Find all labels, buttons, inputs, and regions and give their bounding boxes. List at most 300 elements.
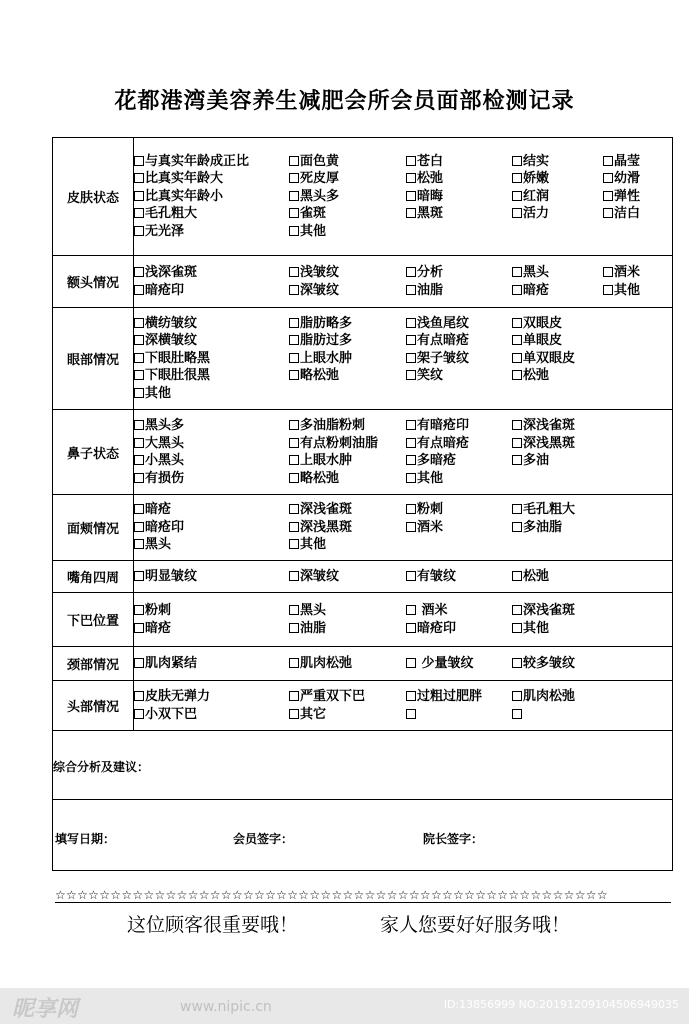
section-row [53, 593, 673, 647]
checkbox-icon[interactable] [512, 709, 522, 719]
checkbox-option[interactable] [134, 417, 289, 435]
checkbox-option[interactable] [406, 188, 512, 206]
section-row [53, 308, 673, 410]
checkbox-option[interactable] [406, 170, 512, 188]
checkbox-icon[interactable] [289, 208, 299, 218]
checkbox-icon[interactable] [406, 420, 416, 430]
checkbox-icon[interactable] [603, 173, 613, 183]
checkbox-option[interactable] [289, 282, 406, 300]
analysis-field[interactable] [53, 731, 673, 800]
option-label: 酒米 [417, 603, 448, 618]
checkbox-icon[interactable] [289, 335, 299, 345]
checkbox-icon[interactable] [289, 267, 299, 277]
checkbox-option[interactable] [512, 264, 603, 282]
checkbox-icon[interactable] [406, 658, 416, 668]
option-grid [134, 153, 672, 241]
option-label: 多油脂粉刺 [300, 418, 366, 433]
checkbox-option[interactable] [134, 350, 289, 368]
checkbox-option[interactable] [512, 452, 673, 470]
section-label: 皮肤状态 [53, 138, 134, 256]
checkbox-option[interactable] [512, 153, 603, 171]
checkbox-icon[interactable] [289, 173, 299, 183]
checkbox-option[interactable] [134, 153, 289, 171]
checkbox-icon[interactable] [134, 388, 144, 398]
option-label: 结实 [523, 153, 550, 169]
option-label: 暗疮 [145, 502, 172, 518]
checkbox-icon[interactable] [512, 571, 522, 581]
option-label: 分析 [417, 265, 444, 280]
checkbox-icon[interactable] [134, 285, 144, 295]
checkbox-option[interactable] [134, 282, 289, 300]
option-label: 多暗疮 [417, 453, 457, 468]
option-label: 油脂 [417, 282, 444, 298]
checkbox-icon[interactable] [406, 473, 416, 483]
checkbox-option[interactable] [603, 264, 673, 282]
checkbox-icon[interactable] [289, 571, 299, 581]
option-label: 暗疮印 [417, 620, 457, 636]
inspection-form-table [52, 137, 673, 871]
checkbox-option[interactable] [134, 332, 289, 350]
checkbox-icon[interactable] [289, 455, 299, 465]
checkbox-icon[interactable] [289, 539, 299, 549]
checkbox-icon[interactable] [134, 156, 144, 166]
checkbox-option[interactable] [134, 435, 289, 453]
checkbox-icon[interactable] [512, 658, 522, 668]
checkbox-icon[interactable] [512, 208, 522, 218]
option-grid [134, 315, 672, 403]
checkbox-option[interactable] [406, 264, 512, 282]
option-label: 粉刺 [145, 603, 172, 618]
checkbox-icon[interactable] [512, 156, 522, 166]
checkbox-icon[interactable] [512, 438, 522, 448]
checkbox-icon[interactable] [406, 285, 416, 295]
checkbox-option[interactable] [134, 620, 289, 638]
checkbox-option[interactable] [406, 452, 512, 470]
checkbox-option[interactable] [512, 350, 673, 368]
option-label: 面色黄 [300, 153, 340, 169]
section-options [134, 256, 673, 308]
option-label: 浅皱纹 [300, 265, 340, 280]
checkbox-option[interactable] [134, 519, 289, 537]
option-label: 洁白 [614, 206, 641, 222]
option-label: 过粗过肥胖 [417, 689, 483, 704]
checkbox-icon[interactable] [289, 438, 299, 448]
checkbox-icon[interactable] [406, 691, 416, 701]
empty-slot [289, 385, 406, 403]
checkbox-icon[interactable] [134, 605, 144, 615]
section-label: 下巴位置 [53, 593, 134, 647]
option-label: 略松弛 [300, 368, 340, 384]
checkbox-option[interactable] [289, 620, 406, 638]
checkbox-option[interactable] [512, 170, 603, 188]
checkbox-option[interactable] [289, 205, 406, 223]
checkbox-icon[interactable] [134, 539, 144, 549]
checkbox-icon[interactable] [134, 191, 144, 201]
checkbox-option[interactable] [134, 568, 289, 586]
option-label: 横纺皱纹 [145, 315, 198, 331]
checkbox-option[interactable] [406, 501, 512, 519]
checkbox-option[interactable] [134, 688, 289, 706]
checkbox-option[interactable] [406, 367, 512, 385]
option-label: 深浅黑斑 [523, 435, 576, 451]
checkbox-option[interactable] [289, 315, 406, 333]
checkbox-option[interactable] [289, 435, 406, 453]
checkbox-option[interactable] [406, 688, 512, 706]
option-label: 毛孔粗大 [145, 206, 198, 222]
option-grid [134, 417, 672, 487]
checkbox-option[interactable] [406, 470, 512, 488]
checkbox-icon[interactable] [406, 522, 416, 532]
checkbox-option[interactable] [134, 367, 289, 385]
checkbox-option[interactable] [289, 470, 406, 488]
checkbox-icon[interactable] [134, 420, 144, 430]
checkbox-icon[interactable] [512, 191, 522, 201]
checkbox-option[interactable] [406, 602, 512, 620]
option-label: 酒米 [417, 519, 444, 535]
checkbox-icon[interactable] [512, 455, 522, 465]
option-label: 脂肪略多 [300, 315, 353, 331]
checkbox-option[interactable] [406, 153, 512, 171]
option-label: 其他 [145, 385, 172, 401]
checkbox-icon[interactable] [512, 353, 522, 363]
option-label: 较多皱纹 [523, 655, 576, 671]
option-label: 松弛 [523, 568, 550, 584]
option-label: 深浅黑斑 [300, 519, 353, 535]
option-label: 下眼肚略黑 [145, 350, 211, 366]
checkbox-option[interactable] [289, 568, 406, 586]
checkbox-icon[interactable] [289, 353, 299, 363]
option-grid [134, 602, 672, 637]
option-label: 黑头 [523, 265, 550, 280]
option-grid [134, 264, 672, 299]
checkbox-icon[interactable] [512, 623, 522, 633]
option-label: 娇嫩 [523, 171, 550, 187]
checkbox-icon[interactable] [289, 226, 299, 236]
checkbox-option[interactable] [134, 315, 289, 333]
checkbox-option[interactable] [289, 332, 406, 350]
checkbox-icon[interactable] [134, 267, 144, 277]
checkbox-option[interactable] [512, 315, 673, 333]
checkbox-option[interactable] [289, 367, 406, 385]
checkbox-icon[interactable] [134, 623, 144, 633]
checkbox-option-blank[interactable] [406, 706, 512, 724]
checkbox-icon[interactable] [134, 455, 144, 465]
checkbox-icon[interactable] [134, 353, 144, 363]
checkbox-option[interactable] [289, 350, 406, 368]
checkbox-option[interactable] [512, 417, 673, 435]
section-row [53, 681, 673, 731]
option-label: 有皱纹 [417, 568, 457, 584]
checkbox-icon[interactable] [289, 522, 299, 532]
option-label: 黑头多 [300, 188, 340, 204]
checkbox-icon[interactable] [512, 370, 522, 380]
checkbox-icon[interactable] [134, 208, 144, 218]
checkbox-icon[interactable] [406, 605, 416, 615]
option-label: 弹性 [614, 188, 641, 204]
checkbox-icon[interactable] [512, 318, 522, 328]
checkbox-option[interactable] [289, 223, 406, 241]
option-label: 深皱纹 [300, 282, 340, 298]
option-label: 浅深雀斑 [145, 265, 198, 280]
option-label: 深横皱纹 [145, 333, 198, 349]
checkbox-icon[interactable] [289, 709, 299, 719]
checkbox-icon[interactable] [603, 267, 613, 277]
option-label: 笑纹 [417, 368, 444, 384]
checkbox-option[interactable] [289, 188, 406, 206]
checkbox-option[interactable] [289, 688, 406, 706]
checkbox-icon[interactable] [134, 370, 144, 380]
section-label: 嘴角四周 [53, 561, 134, 593]
checkbox-option[interactable] [603, 205, 673, 223]
checkbox-icon[interactable] [512, 605, 522, 615]
option-label: 其他 [300, 537, 327, 553]
empty-slot [406, 536, 512, 554]
checkbox-icon[interactable] [289, 191, 299, 201]
checkbox-option[interactable] [134, 470, 289, 488]
option-label: 红润 [523, 188, 550, 204]
checkbox-option[interactable] [134, 536, 289, 554]
checkbox-icon[interactable] [289, 285, 299, 295]
checkbox-icon[interactable] [134, 473, 144, 483]
checkbox-option[interactable] [603, 188, 673, 206]
checkbox-option[interactable] [406, 417, 512, 435]
checkbox-option[interactable] [289, 655, 406, 673]
checkbox-icon[interactable] [289, 420, 299, 430]
checkbox-option[interactable] [512, 282, 603, 300]
checkbox-icon[interactable] [406, 156, 416, 166]
option-label: 深浅雀斑 [523, 418, 576, 433]
checkbox-icon[interactable] [134, 438, 144, 448]
option-label: 与真实年龄成正比 [145, 153, 250, 169]
checkbox-icon[interactable] [512, 285, 522, 295]
option-label: 明显皱纹 [145, 568, 198, 584]
checkbox-option[interactable] [512, 655, 673, 673]
checkbox-option[interactable] [512, 205, 603, 223]
checkbox-option[interactable] [512, 620, 673, 638]
checkbox-option[interactable] [406, 435, 512, 453]
option-label: 多油 [523, 453, 550, 468]
checkbox-icon[interactable] [134, 318, 144, 328]
checkbox-icon[interactable] [134, 173, 144, 183]
checkbox-icon[interactable] [406, 318, 416, 328]
checkbox-icon[interactable] [134, 335, 144, 345]
checkbox-icon[interactable] [289, 658, 299, 668]
option-label: 多油脂 [523, 519, 563, 535]
checkbox-option[interactable] [134, 602, 289, 620]
checkbox-option[interactable] [289, 264, 406, 282]
checkbox-icon[interactable] [406, 571, 416, 581]
checkbox-icon[interactable] [603, 156, 613, 166]
checkbox-icon[interactable] [406, 504, 416, 514]
checkbox-option[interactable] [134, 188, 289, 206]
checkbox-icon[interactable] [406, 438, 416, 448]
checkbox-option[interactable] [512, 501, 673, 519]
section-label: 额头情况 [53, 256, 134, 308]
option-label: 死皮厚 [300, 171, 340, 187]
checkbox-option[interactable] [289, 602, 406, 620]
option-label: 暗疮 [145, 620, 172, 636]
option-label: 小双下巴 [145, 706, 198, 722]
option-label: 无光泽 [145, 223, 185, 239]
checkbox-option[interactable] [289, 706, 406, 724]
checkbox-option[interactable] [512, 367, 673, 385]
option-label: 下眼肚很黑 [145, 368, 211, 384]
option-label: 其他 [300, 223, 327, 239]
checkbox-icon[interactable] [289, 370, 299, 380]
checkbox-icon[interactable] [512, 173, 522, 183]
analysis-label: 综合分析及建议： [53, 759, 150, 774]
checkbox-option[interactable] [289, 417, 406, 435]
checkbox-icon[interactable] [134, 709, 144, 719]
checkbox-option[interactable] [134, 205, 289, 223]
checkbox-icon[interactable] [512, 691, 522, 701]
option-label: 暗晦 [417, 188, 444, 204]
option-label: 浅鱼尾纹 [417, 315, 470, 331]
option-label: 酒米 [614, 265, 641, 280]
option-grid [134, 655, 672, 673]
option-label: 油脂 [300, 620, 327, 636]
checkbox-option[interactable] [134, 655, 289, 673]
checkbox-icon[interactable] [406, 353, 416, 363]
checkbox-icon[interactable] [406, 623, 416, 633]
option-label: 松弛 [417, 171, 444, 187]
checkbox-icon[interactable] [406, 370, 416, 380]
checkbox-option[interactable] [406, 332, 512, 350]
checkbox-option[interactable] [512, 519, 673, 537]
checkbox-icon[interactable] [134, 504, 144, 514]
star-divider: ☆☆☆☆☆☆☆☆☆☆☆☆☆☆☆☆☆☆☆☆☆☆☆☆☆☆☆☆☆☆☆☆☆☆☆☆☆☆☆☆☆☆☆☆☆☆☆☆☆☆ [55, 888, 608, 902]
option-label: 晶莹 [614, 153, 641, 169]
section-label: 鼻子状态 [53, 410, 134, 495]
checkbox-option[interactable] [134, 170, 289, 188]
checkbox-icon[interactable] [289, 156, 299, 166]
checkbox-icon[interactable] [512, 335, 522, 345]
checkbox-option[interactable] [289, 501, 406, 519]
option-label: 上眼水肿 [300, 350, 353, 366]
checkbox-option[interactable] [512, 435, 673, 453]
option-label: 暗疮印 [145, 282, 185, 298]
checkbox-option-blank[interactable] [512, 706, 673, 724]
checkbox-icon[interactable] [603, 208, 613, 218]
option-label: 少量皱纹 [417, 655, 474, 671]
empty-slot [512, 470, 673, 488]
empty-slot [512, 385, 673, 403]
checkbox-icon[interactable] [406, 709, 416, 719]
signature-cell [53, 800, 673, 871]
checkbox-option[interactable] [289, 536, 406, 554]
checkbox-icon[interactable] [134, 691, 144, 701]
checkbox-icon[interactable] [603, 285, 613, 295]
option-label: 其他 [417, 470, 444, 486]
option-label: 有暗疮印 [417, 418, 470, 433]
checkbox-icon[interactable] [512, 504, 522, 514]
section-row [53, 138, 673, 256]
checkbox-option[interactable] [289, 452, 406, 470]
checkbox-option[interactable] [134, 264, 289, 282]
option-label: 深浅雀斑 [300, 502, 353, 518]
option-label: 比真实年龄大 [145, 171, 224, 187]
checkbox-icon[interactable] [289, 473, 299, 483]
checkbox-option[interactable] [406, 519, 512, 537]
signature-row [53, 800, 673, 871]
analysis-row [53, 731, 673, 800]
option-label: 有点暗疮 [417, 333, 470, 349]
checkbox-option[interactable] [406, 315, 512, 333]
checkbox-icon[interactable] [289, 504, 299, 514]
checkbox-icon[interactable] [406, 208, 416, 218]
option-label: 暗疮印 [145, 519, 185, 535]
checkbox-option[interactable] [512, 332, 673, 350]
checkbox-icon[interactable] [289, 691, 299, 701]
member-sign-label: 会员签字： [233, 832, 294, 846]
empty-slot [603, 223, 673, 241]
slogan-left: 这位顾客很重要哦！ [127, 914, 299, 936]
checkbox-icon[interactable] [406, 335, 416, 345]
checkbox-option[interactable] [512, 188, 603, 206]
checkbox-icon[interactable] [406, 455, 416, 465]
checkbox-option[interactable] [406, 655, 512, 673]
option-label: 单眼皮 [523, 333, 563, 349]
checkbox-option[interactable] [289, 519, 406, 537]
option-label: 暗疮 [523, 282, 550, 298]
option-label: 活力 [523, 206, 550, 222]
checkbox-option[interactable] [406, 620, 512, 638]
checkbox-option[interactable] [134, 706, 289, 724]
checkbox-icon[interactable] [406, 173, 416, 183]
empty-slot [512, 223, 603, 241]
checkbox-option[interactable] [512, 568, 673, 586]
option-label: 松弛 [523, 368, 550, 384]
checkbox-icon[interactable] [289, 623, 299, 633]
option-label: 双眼皮 [523, 315, 563, 331]
checkbox-icon[interactable] [512, 267, 522, 277]
checkbox-icon[interactable] [406, 267, 416, 277]
divider-line [55, 902, 671, 903]
checkbox-option[interactable] [512, 688, 673, 706]
checkbox-option[interactable] [406, 350, 512, 368]
option-label: 黑头 [145, 537, 172, 553]
checkbox-icon[interactable] [289, 605, 299, 615]
checkbox-option[interactable] [603, 170, 673, 188]
checkbox-icon[interactable] [134, 571, 144, 581]
checkbox-icon[interactable] [134, 522, 144, 532]
checkbox-option[interactable] [406, 568, 512, 586]
section-options [134, 593, 673, 647]
checkbox-icon[interactable] [134, 226, 144, 236]
checkbox-option[interactable] [289, 170, 406, 188]
checkbox-option[interactable] [512, 602, 673, 620]
checkbox-option[interactable] [134, 223, 289, 241]
checkbox-icon[interactable] [406, 191, 416, 201]
checkbox-icon[interactable] [134, 658, 144, 668]
checkbox-icon[interactable] [512, 522, 522, 532]
checkbox-option[interactable] [406, 282, 512, 300]
checkbox-option[interactable] [603, 282, 673, 300]
checkbox-option[interactable] [134, 452, 289, 470]
checkbox-icon[interactable] [603, 191, 613, 201]
option-label: 小黑头 [145, 453, 185, 468]
option-label: 有点暗疮 [417, 435, 470, 451]
checkbox-option[interactable] [134, 501, 289, 519]
checkbox-option[interactable] [134, 385, 289, 403]
checkbox-option[interactable] [406, 205, 512, 223]
empty-slot [406, 385, 512, 403]
checkbox-option[interactable] [289, 153, 406, 171]
checkbox-icon[interactable] [512, 420, 522, 430]
checkbox-option[interactable] [603, 153, 673, 171]
option-label: 比真实年龄小 [145, 188, 224, 204]
checkbox-icon[interactable] [289, 318, 299, 328]
